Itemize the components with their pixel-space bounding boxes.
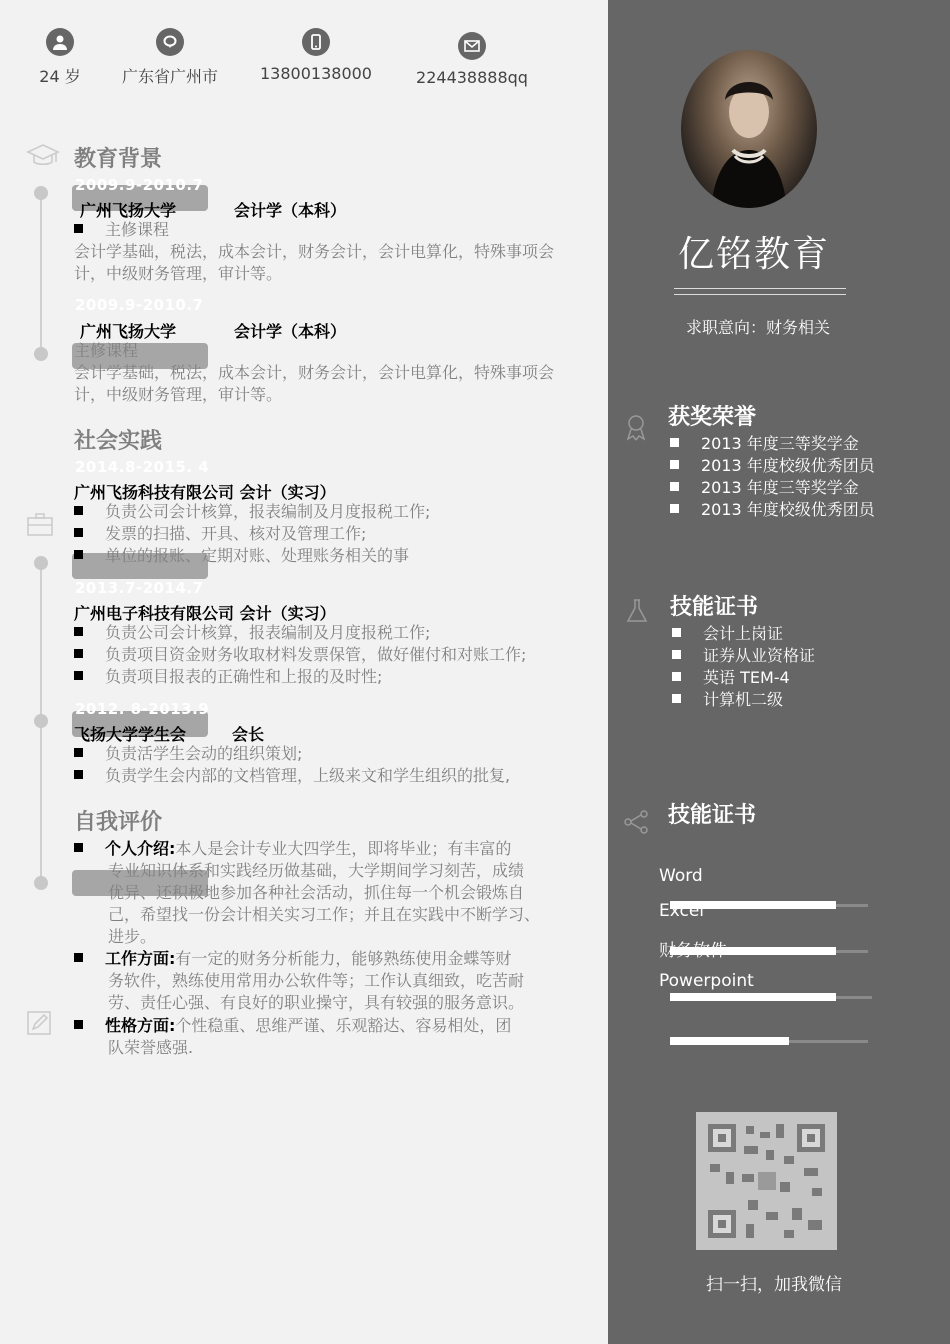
skill-label: Powerpoint	[659, 971, 754, 991]
education-title: 教育背景	[74, 147, 163, 172]
contact-phone	[258, 28, 374, 83]
contact-location	[115, 28, 225, 87]
contact-age	[30, 28, 90, 87]
practice-item: 负责项目报表的正确性和上报的及时性;	[74, 666, 382, 688]
cert-item: 计算机二级	[672, 689, 783, 711]
practice-item: 负责学生会内部的文档管理，上级来文和学生组织的批复,	[74, 765, 510, 787]
timeline-line	[40, 192, 42, 356]
edit-icon	[26, 1010, 52, 1040]
email-text: 224438888qq	[416, 68, 528, 87]
practice-date: 2013.7-2014.7	[75, 579, 204, 597]
practice-org: 广州飞扬科技有限公司 会计（实习）	[74, 483, 336, 502]
skill-bar-fill	[670, 993, 836, 1001]
award-item: 2013 年度校级优秀团员	[670, 499, 875, 521]
cert-item: 英语 TEM-4	[672, 667, 790, 689]
practice-date: 2012. 8-2013.9	[75, 700, 210, 718]
edu-major: 会计学（本科）	[234, 201, 347, 220]
user-icon	[46, 28, 74, 56]
mail-icon	[458, 32, 486, 60]
skill-label: Excel	[659, 901, 705, 921]
edu-major: 会计学（本科）	[234, 322, 347, 341]
award-icon	[622, 412, 650, 446]
edu-course-label: 主修课程	[74, 219, 169, 241]
name-divider	[674, 294, 846, 295]
skill-bar-fill	[670, 1037, 789, 1045]
location-text: 广东省广州市	[121, 67, 218, 86]
edu-courses: 会计学基础，税法，成本会计，财务会计，会计电算化，特殊事项会计，中级财务管理，审计等。	[74, 363, 555, 404]
awards-title: 获奖荣誉	[668, 405, 757, 430]
avatar	[681, 50, 817, 208]
practice-item: 负责公司会计核算，报表编制及月度报税工作;	[74, 501, 430, 523]
practice-item: 发票的扫描、开具、核对及管理工作;	[74, 523, 366, 545]
practice-item: 负责活学生会动的组织策划;	[74, 743, 302, 765]
timeline-dot	[34, 714, 48, 728]
cert-item: 会计上岗证	[672, 623, 783, 645]
flask-icon	[625, 598, 649, 628]
age-text: 24 岁	[39, 67, 81, 86]
skill-label: 财务软件	[659, 941, 727, 961]
phone-text: 13800138000	[260, 64, 372, 83]
self-eval-title: 自我评价	[74, 810, 163, 835]
award-item: 2013 年度校级优秀团员	[670, 455, 875, 477]
timeline-dot	[34, 556, 48, 570]
timeline-dot	[34, 347, 48, 361]
edu-courses: 会计学基础，税法，成本会计，财务会计，会计电算化，特殊事项会计，中级财务管理，审计等。	[74, 242, 555, 283]
qr-code	[696, 1112, 837, 1250]
timeline-dot	[34, 876, 48, 890]
edu-school: 广州飞扬大学	[80, 322, 177, 341]
graduation-cap-icon	[26, 142, 60, 176]
contact-email	[410, 32, 534, 87]
edu-date: 2009.9-2010.7	[75, 176, 204, 194]
self-eval-personality: 性格方面:个性稳重、思维严谨、乐观豁达、容易相处，团 队荣誉感强.	[74, 1015, 574, 1059]
certs-title: 技能证书	[670, 595, 759, 620]
qr-caption: 扫一扫，加我微信	[706, 1275, 842, 1295]
award-item: 2013 年度三等奖学金	[670, 433, 859, 455]
skill-label: Word	[659, 866, 703, 886]
cert-item: 证券从业资格证	[672, 645, 815, 667]
practice-item: 单位的报账、定期对账、处理账务相关的事	[74, 545, 409, 567]
practice-item: 负责公司会计核算，报表编制及月度报税工作;	[74, 622, 430, 644]
edu-course-label: 主修课程	[74, 341, 139, 360]
practice-org: 飞扬大学学生会	[74, 725, 187, 744]
edu-school: 广州飞扬大学	[80, 201, 177, 220]
timeline-dot	[34, 186, 48, 200]
practice-org: 广州电子科技有限公司 会计（实习）	[74, 604, 336, 623]
phone-icon	[302, 28, 330, 56]
profile-name: 亿铭教育	[678, 234, 831, 275]
practice-item: 负责项目资金财务收取材料发票保管，做好催付和对账工作;	[74, 644, 526, 666]
practice-role: 会长	[232, 725, 265, 744]
job-intent: 求职意向：财务相关	[686, 318, 831, 337]
award-item: 2013 年度三等奖学金	[670, 477, 859, 499]
practice-title: 社会实践	[74, 429, 163, 454]
practice-date: 2014.8-2015. 4	[75, 458, 210, 476]
edu-date: 2009.9-2010.7	[75, 296, 204, 314]
self-eval-work: 工作方面:有一定的财务分析能力，能够熟练使用金蝶等财 务软件，熟练使用常用办公软件等；工作认真细致，吃苦耐 劳、责任心强、有良好的职业操守，具有较强的服务意识。	[74, 948, 574, 1014]
self-eval-intro: 个人介绍:本人是会计专业大四学生，即将毕业；有丰富的 专业知识体系和实践经历做基础，大学期间学习刻苦，成绩 优异、还积极地参加各种社会活动，抓住每一个机会锻炼自 己，希望找一份会计相关实习工作；并且在实践中不断学习、 进步。	[74, 838, 574, 948]
skills-title: 技能证书	[668, 803, 757, 828]
location-icon	[156, 28, 184, 56]
name-divider	[674, 288, 846, 289]
briefcase-icon	[26, 510, 54, 542]
share-icon	[622, 808, 650, 840]
